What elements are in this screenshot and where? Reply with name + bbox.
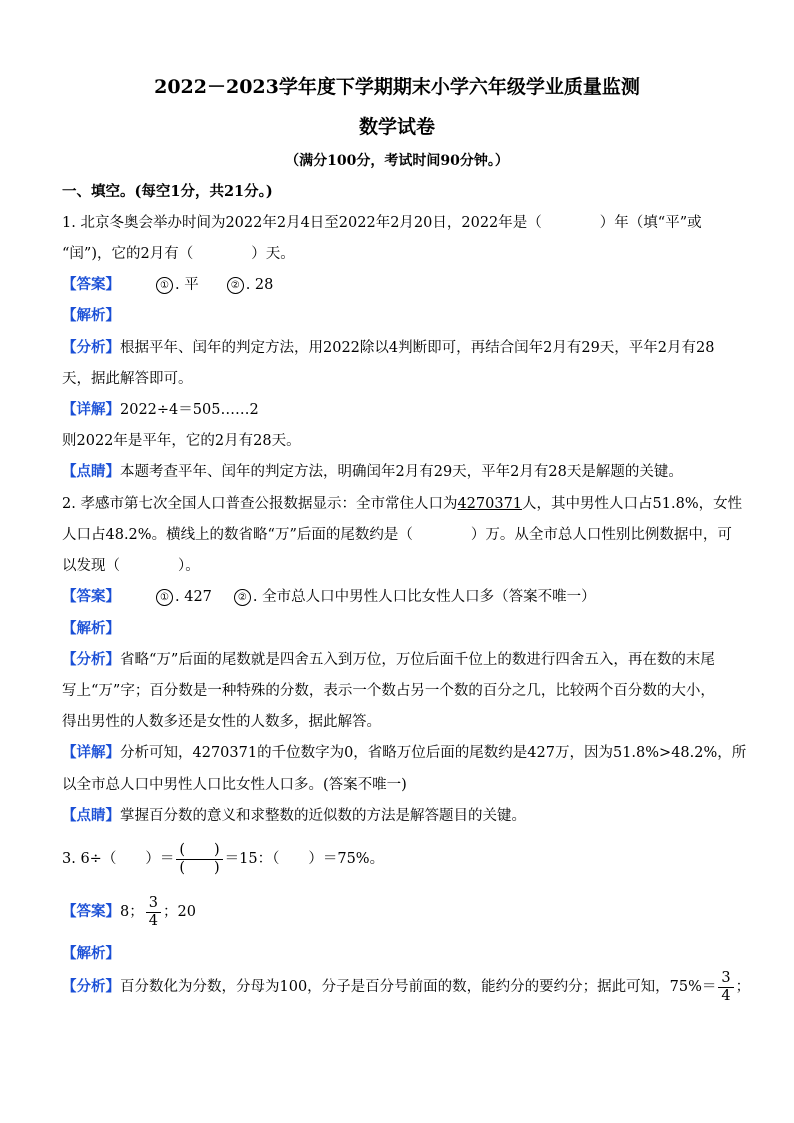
analysis-tag: 【解析】: [62, 945, 120, 962]
fraction-numerator: 3: [146, 895, 161, 913]
circle-1-icon: ①: [156, 589, 173, 606]
q1-fenxi-line1: [62, 338, 762, 358]
comment-text: 掌握百分数的意义和求整数的近似数的方法是解答题目的关键。: [120, 808, 526, 824]
answer-fraction: [146, 895, 161, 930]
q3-answer: [62, 893, 762, 933]
q1-stem-text: 1. 北京冬奥会举办时间为2022年2月4日至2022年2月20日，2022年是（: [62, 215, 542, 231]
fraction-denominator: 4: [721, 987, 731, 1004]
answer-value: . 平: [175, 277, 199, 293]
q3-analysis-tag: [62, 944, 762, 964]
circle-2-icon: ②: [227, 277, 244, 294]
exam-note: （满分100分，考试时间90分钟。）: [285, 153, 509, 169]
q2-stem-text: 2. 孝感市第七次全国人口普查公报数据显示：全市常住人口为: [62, 496, 458, 512]
detail-text: 2022÷4＝505……2: [120, 402, 259, 418]
fenxi-text: ；: [735, 979, 751, 995]
q1-stem-text: ）年（填“平”或: [599, 215, 702, 231]
q2-detail-line1: [62, 743, 762, 763]
q2-stem-text: 以发现（: [62, 558, 120, 574]
fraction-numerator: 3: [718, 970, 733, 988]
q2-fenxi-line1: [62, 650, 762, 670]
q2-stem-line3: [62, 556, 762, 576]
q2-answer: [62, 587, 762, 607]
q2-fenxi-line3: 得出男性的人数多还是女性的人数多，据此解答。: [62, 714, 381, 730]
q2-fenxi-line2: 写上“万”字；百分数是一种特殊的分数，表示一个数占另一个数的百分之几，比较两个百分数的大小，: [62, 683, 715, 699]
q3-fenxi-line1: [62, 968, 762, 1008]
q2-comment: [62, 806, 762, 826]
q1-stem-text: “闰”)，它的2月有（: [62, 246, 194, 262]
detail-text: 分析可知，4270371的千位数字为0，省略万位后面的尾数约是427万，因为51.8%>48.2%，所: [120, 745, 747, 761]
q1-fenxi-line2: 天，据此解答即可。: [62, 371, 193, 387]
q2-stem-text: 人，其中男性人口占51.8%，女性: [522, 496, 743, 512]
answer-value: 8；: [120, 904, 144, 920]
fraction-denominator: ( ): [179, 859, 220, 876]
answer-tag: 【答案】: [62, 588, 120, 605]
q2-underlined-number: 4270371: [457, 496, 523, 512]
q3-fraction: [176, 842, 222, 877]
q2-stem-line2: [62, 525, 762, 545]
q1-detail-line2: 则2022年是平年，它的2月有28天。: [62, 433, 301, 449]
q2-stem-text: ）。: [178, 558, 200, 574]
comment-text: 本题考查平年、闰年的判定方法，明确闰年2月有29天，平年2月有28天是解题的关键。: [120, 464, 683, 480]
section-heading: 一、填空。(每空1分，共21分。): [62, 183, 273, 200]
fenxi-tag: 【分析】: [62, 339, 120, 356]
analysis-tag: 【解析】: [62, 620, 120, 637]
fenxi-text: 省略“万”后面的尾数就是四舍五入到万位，万位后面千位上的数进行四舍五入，再在数的末尾: [120, 652, 715, 668]
exam-title: 2022－2023学年度下学期期末小学六年级学业质量监测: [154, 76, 640, 98]
circle-1-icon: ①: [156, 277, 173, 294]
answer-value: . 全市总人口中男性人口比女性人口多（答案不唯一）: [252, 589, 596, 605]
exam-subtitle: 数学试卷: [358, 116, 435, 138]
answer-value: . 28: [245, 277, 274, 293]
answer-value: . 427: [175, 589, 212, 605]
q1-stem-text: ）天。: [251, 246, 295, 262]
q2-stem-line1: [62, 494, 762, 514]
q3-stem-text: ＝15：（ ）＝75%。: [224, 851, 385, 867]
answer-value: ；20: [162, 904, 196, 920]
comment-tag: 【点睛】: [62, 463, 120, 480]
q2-detail-line2: 以全市总人口中男性人口比女性人口多。(答案不唯一): [62, 777, 407, 793]
q2-analysis-tag: [62, 619, 762, 639]
q1-answer: [62, 275, 762, 295]
detail-tag: 【详解】: [62, 401, 120, 418]
analysis-tag: 【解析】: [62, 307, 120, 324]
fraction-numerator: ( ): [176, 842, 222, 860]
q1-analysis-tag: [62, 306, 762, 326]
answer-tag: 【答案】: [62, 276, 120, 293]
q3-stem-text: 3. 6÷（ ）＝: [62, 851, 175, 867]
comment-tag: 【点睛】: [62, 807, 120, 824]
fenxi-text: 百分数化为分数，分母为100，分子是百分号前面的数，能约分的要约分；据此可知，75%＝: [120, 979, 717, 995]
q2-stem-text: ）万。从全市总人口性别比例数据中，可: [470, 527, 732, 543]
fenxi-fraction: [718, 970, 733, 1005]
fraction-denominator: 4: [148, 912, 158, 929]
fenxi-tag: 【分析】: [62, 978, 120, 995]
q1-stem-line2: [62, 244, 762, 264]
q1-comment: [62, 462, 762, 482]
fenxi-text: 根据平年、闰年的判定方法，用2022除以4判断即可，再结合闰年2月有29天，平年2月有28: [120, 340, 715, 356]
q3-stem: [62, 840, 762, 880]
q1-stem-line1: [62, 213, 762, 233]
answer-tag: 【答案】: [62, 903, 120, 920]
q2-stem-text: 人口占48.2%。横线上的数省略“万”后面的尾数约是（: [62, 527, 413, 543]
q1-detail-line1: [62, 400, 762, 420]
fenxi-tag: 【分析】: [62, 651, 120, 668]
circle-2-icon: ②: [234, 589, 251, 606]
detail-tag: 【详解】: [62, 744, 120, 761]
